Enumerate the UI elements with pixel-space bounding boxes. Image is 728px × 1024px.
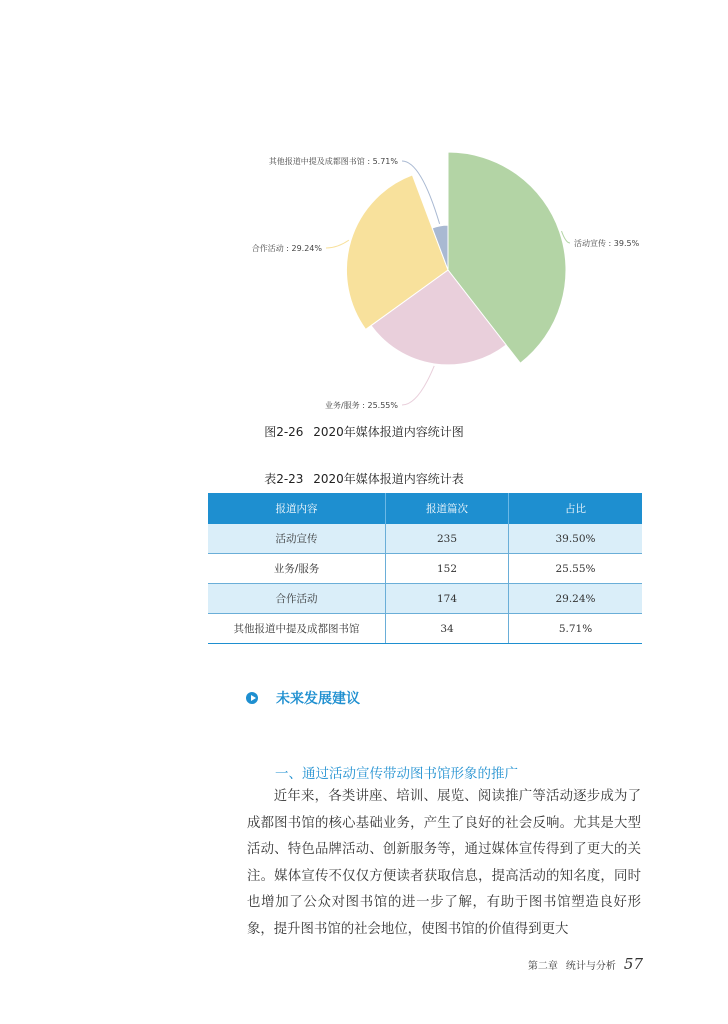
table-row [208, 554, 642, 584]
header-count: 报道篇次 [386, 493, 509, 524]
figure-title: 2020年媒体报道内容统计图 [313, 425, 464, 439]
table-title: 2020年媒体报道内容统计表 [313, 472, 464, 486]
section-title: 未来发展建议 [276, 691, 360, 707]
pie-chart [0, 0, 728, 440]
cell-count: 34 [386, 614, 509, 644]
cell-count: 152 [386, 554, 509, 584]
cell-ratio: 39.50% [509, 524, 643, 554]
table-caption [0, 470, 728, 487]
figure-caption [0, 423, 728, 440]
page-number: 57 [623, 955, 643, 973]
cell-ratio: 25.55% [509, 554, 643, 584]
header-ratio: 占比 [509, 493, 643, 524]
section-heading [246, 688, 360, 708]
page-footer [528, 955, 643, 973]
table-row [208, 584, 642, 614]
cell-content: 合作活动 [208, 584, 386, 614]
cell-content: 其他报道中提及成都图书馆 [208, 614, 386, 644]
chapter-label: 第二章 [527, 961, 558, 972]
leader-line [326, 240, 349, 248]
subheading: 一、通过活动宣传带动图书馆形象的推广 [275, 766, 518, 782]
figure-number: 图2-26 [264, 425, 304, 439]
body-paragraph: 近年来，各类讲座、培训、展览、阅读推广等活动逐步成为了成都图书馆的核心基础业务，产生了良好的社会反响。尤其是大型活动、特色品牌活动、创新服务等，通过媒体宣传得到了更大的关注。媒体宣传不仅仅方便读者获取信息，提高活动的知名度，同时也增加了公众对图书馆的进一步了解，有助于图书馆塑造良好形象，提升图书馆的社会地位，使图书馆的价值得到更大 [247, 789, 641, 937]
cell-content: 活动宣传 [208, 524, 386, 554]
cell-count: 235 [386, 524, 509, 554]
cell-ratio: 29.24% [509, 584, 643, 614]
cell-content: 业务/服务 [208, 554, 386, 584]
table-number: 表2-23 [264, 472, 304, 486]
cell-count: 174 [386, 584, 509, 614]
play-circle-icon [246, 692, 258, 704]
table-row [208, 524, 642, 554]
header-content: 报道内容 [208, 493, 386, 524]
chapter-title: 统计与分析 [565, 961, 616, 972]
slice-label: 合作活动 : 29.24% [251, 244, 322, 253]
cell-ratio: 5.71% [509, 614, 643, 644]
statistics-table [208, 493, 642, 644]
slice-label: 活动宣传 : 39.5% [574, 239, 640, 248]
slice-label: 业务/服务 : 25.55% [325, 401, 398, 410]
slice-label: 其他报道中提及成都图书馆 : 5.71% [268, 157, 398, 166]
table-header-row [208, 493, 642, 524]
leader-line [402, 366, 434, 405]
table-row [208, 614, 642, 644]
